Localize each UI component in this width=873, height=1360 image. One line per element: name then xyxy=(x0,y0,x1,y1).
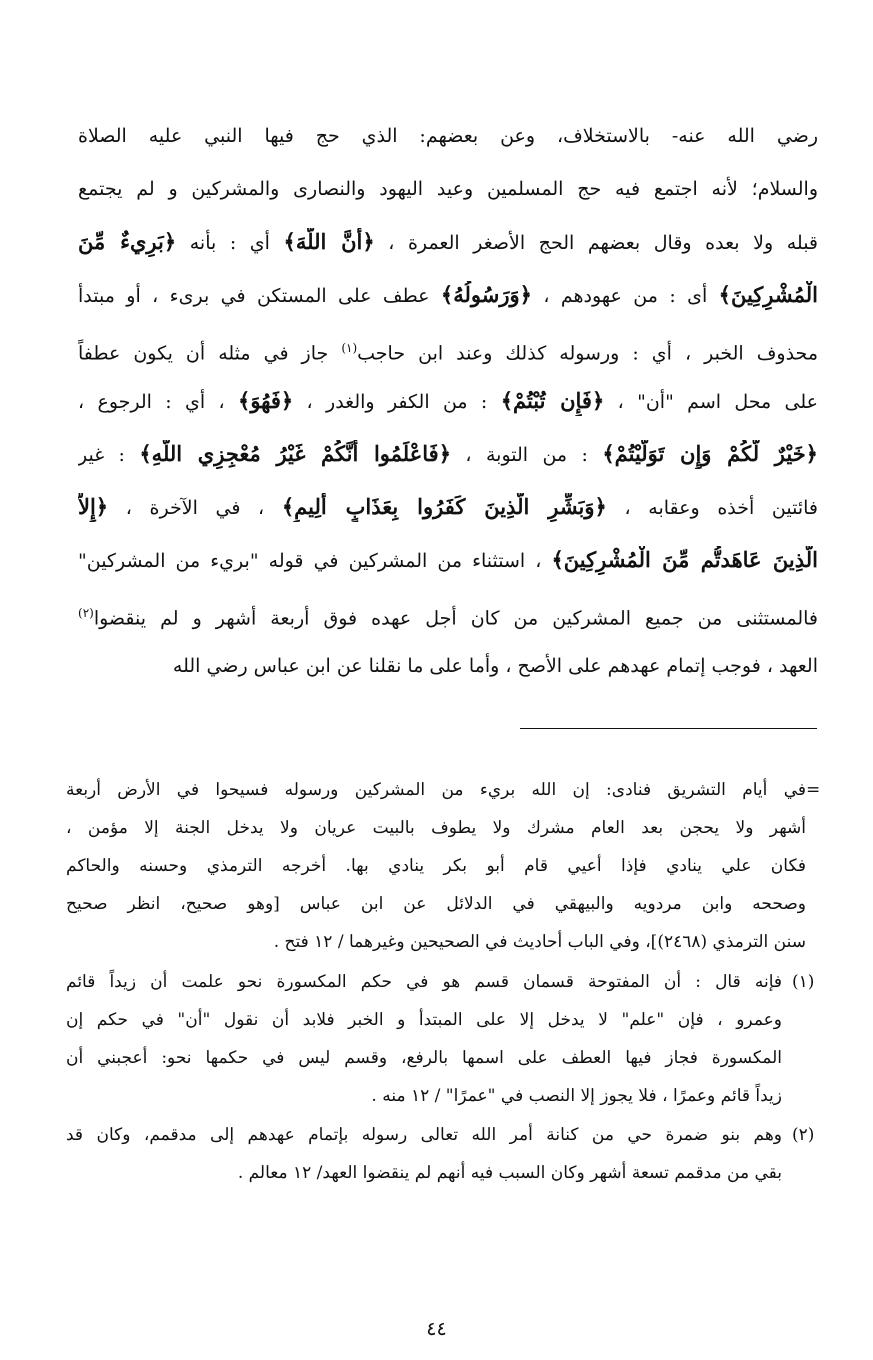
quran-quote: ﴿خَيْرٌ لَّكُمْ وَإِن تَوَلَّيْتُمْ﴾ xyxy=(602,441,818,466)
main-text-line xyxy=(78,652,818,680)
footnote-1-line: فإنه قال : أن المفتوحة قسمان قسم هو في حكم المكسورة نحو علمت أن زيداً قائم xyxy=(66,972,782,992)
text-segment: : غير xyxy=(78,444,140,466)
footnote-separator xyxy=(520,728,817,729)
text-segment: رضي الله عنه- بالاستخلاف، وعن بعضهم: الذي حج فيها النبي عليه الصلاة xyxy=(78,125,818,147)
page-number: ٤٤ xyxy=(426,1318,447,1340)
footnote-continuation-line: سنن الترمذي (٢٤٦٨)]، وفي الباب أحاديث في الصحيحين وغيرهما / ١٢ فتح . xyxy=(273,932,806,952)
footnote-reference: (٢) xyxy=(78,606,94,620)
footnote-2-marker: (٢) xyxy=(792,1125,815,1145)
quran-quote: الْمُشْرِكِينَ﴾ xyxy=(718,282,818,307)
main-text-line xyxy=(78,493,818,522)
quran-quote: ﴿أَنَّ اللَّهَ﴾ xyxy=(283,229,375,254)
footnote-2-line: وهم بنو ضمرة حي من كنانة أمر الله تعالى رسوله بإتمام عهدهم إلى مدقمم، وكان قد xyxy=(66,1125,782,1145)
footnote-continuation-mark: = xyxy=(806,780,821,800)
main-text-line xyxy=(78,546,818,575)
text-segment: قبله ولا بعده وقال بعضهم الحج الأصغر العمرة ، xyxy=(374,232,818,254)
quran-quote: الَّذِينَ عَاهَدتُّم مِّنَ الْمُشْرِكِينَ﴾ xyxy=(551,547,818,572)
text-segment: فائتين أخذه وعقابه ، xyxy=(606,497,818,519)
main-text-line xyxy=(78,175,818,203)
text-segment: فالمستثنى من جميع المشركين من كان أجل عهده فوق أربعة أشهر و لم ينقضوا xyxy=(93,607,818,630)
quran-quote: ﴿إِلاَّ xyxy=(78,494,109,519)
main-text-line xyxy=(78,228,818,257)
main-text-line xyxy=(78,281,818,310)
text-segment: جاز في مثله أن يكون عطفاً xyxy=(78,342,342,365)
footnote-continuation-line: أشهر ولا يحجن بعد العام مشرك ولا يطوف بالبيت عريان ولا يدخل الجنة إلا مؤمن ، xyxy=(66,818,806,838)
footnote-continuation-line: وصححه وابن مردويه والبيهقي في الدلائل عن ابن عباس [وهو صحيح، انظر صحيح xyxy=(66,894,806,914)
quran-quote: ﴿فَاعْلَمُوا أَنَّكُمْ غَيْرُ مُعْجِزِي اللَّهِ﴾ xyxy=(139,441,452,466)
text-segment: أي : بأنه xyxy=(176,232,284,254)
text-segment: : من التوبة ، xyxy=(451,444,603,466)
text-segment: على محل اسم "أن" ، xyxy=(604,391,818,413)
text-segment: ، أي : الرجوع ، xyxy=(78,391,239,413)
main-text-line xyxy=(78,334,818,367)
text-segment: محذوف الخبر ، أي : ورسوله كذلك وعند ابن حاجب xyxy=(357,342,818,365)
text-segment: ، في الآخرة ، xyxy=(108,497,282,519)
main-text-line xyxy=(78,122,818,150)
quran-quote: ﴿وَبَشِّرِ الَّذِينَ كَفَرُوا بِعَذَابٍ أَلِيمٍ﴾ xyxy=(281,494,607,519)
text-segment: ، استثناء من المشركين في قوله "بريء من المشركين" xyxy=(78,550,552,572)
main-text-line xyxy=(78,387,818,416)
footnote-continuation-line: فكان علي ينادي فإذا أعيي قام أبو بكر ينادي بها. أخرجه الترمذي وحسنه والحاكم xyxy=(66,856,806,876)
footnote-reference: (١) xyxy=(341,341,358,355)
main-text-line xyxy=(78,599,818,632)
quran-quote: ﴿وَرَسُولُهُ﴾ xyxy=(440,282,532,307)
footnote-1-line: المكسورة فجاز فيها العطف على اسمها بالرفع، وقسم ليس في حكمها نحو: أعجبني أن xyxy=(66,1048,782,1068)
footnote-1-line: وعمرو ، فإن "علم" لا يدخل إلا على المبتدأ و الخبر فلابد أن نقول "أن" في حكم إن xyxy=(66,1010,782,1030)
quran-quote: ﴿فَهُوَ﴾ xyxy=(238,388,294,413)
text-segment: : من الكفر والغدر ، xyxy=(293,391,501,413)
main-text-line xyxy=(78,440,818,469)
text-segment: والسلام؛ لأنه اجتمع فيه حج المسلمين وعيد اليهود والنصارى والمشركين و لم يجتمع xyxy=(78,178,818,200)
footnote-1-marker: (١) xyxy=(792,972,815,992)
text-segment: عطف على المستكن في برىء ، أو مبتدأ xyxy=(78,285,441,307)
text-segment: أى : من عهودهم ، xyxy=(531,285,719,307)
quran-quote: ﴿بَرِيءٌ مِّنَ xyxy=(78,229,177,254)
footnote-1-line: زيداً قائم وعمرًا ، فلا يجوز إلا النصب في "عمرًا" / ١٢ منه . xyxy=(371,1086,782,1106)
quran-quote: ﴿فَإِن تُبْتُمْ﴾ xyxy=(500,388,605,413)
footnote-2-line: بقي من مدقمم تسعة أشهر وكان السبب فيه أنهم لم ينقضوا العهد/ ١٢ معالم . xyxy=(237,1163,782,1183)
footnote-continuation-line: في أيام التشريق فنادى: إن الله بريء من المشركين ورسوله فسيحوا في الأرض أربعة xyxy=(66,780,806,800)
text-segment: العهد ، فوجب إتمام عهدهم على الأصح ، وأما على ما نقلنا عن ابن عباس رضي الله xyxy=(172,655,818,677)
